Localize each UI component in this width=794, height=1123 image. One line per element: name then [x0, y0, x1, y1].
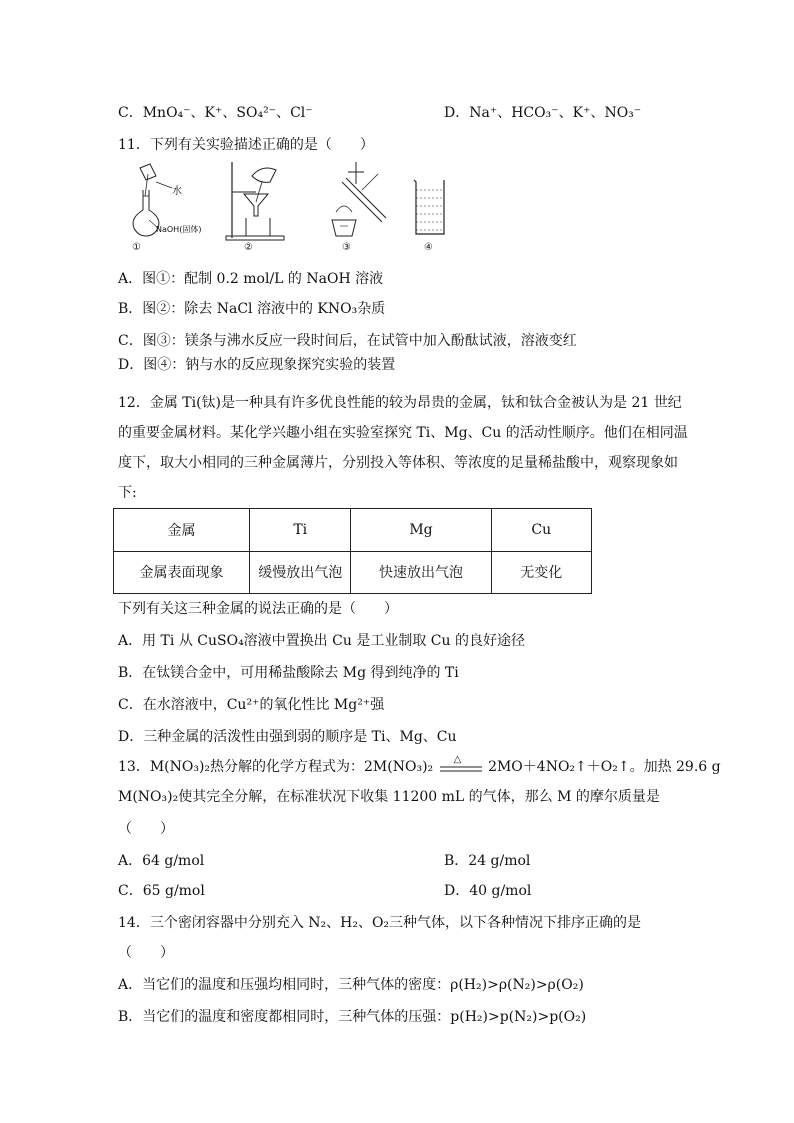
heat-arrow — [438, 754, 484, 776]
q14-option-b: B．当它们的温度和密度都相同时，三种气体的压强：p(H₂)>p(N₂)>p(O₂) — [118, 1009, 587, 1025]
q12-line-2: 的重要金属材料。某化学兴趣小组在实验室探究 Ti、Mg、Cu 的活动性顺序。他们在相同温 — [118, 425, 688, 441]
naoh-label: NaOH(固体) — [156, 225, 202, 234]
q14-blank: （ ） — [118, 945, 174, 961]
water-label: 水 — [172, 186, 182, 197]
q13-line-2: M(NO₃)₂使其完全分解，在标准状况下收集 11200 mL 的气体，那么 M 的摩尔质量是 — [118, 789, 660, 805]
heat-symbol: △ — [453, 754, 462, 765]
q13-equation-left: 13．M(NO₃)₂热分解的化学方程式为：2M(NO₃)₂ — [118, 759, 434, 775]
q13-option-a: A．64 g/mol — [118, 853, 205, 869]
table-cell: 金属表面现象 — [114, 551, 250, 594]
q12-option-d: D．三种金属的活泼性由强到弱的顺序是 Ti、Mg、Cu — [118, 729, 457, 745]
q10-option-d: D．Na⁺、HCO₃⁻、K⁺、NO₃⁻ — [444, 105, 642, 121]
q11-option-d: D．图④：钠与水的反应现象探究实验的装置 — [118, 357, 396, 373]
figure-4-label: ④ — [424, 242, 433, 253]
figure-1-label: ① — [132, 242, 141, 253]
table-row — [114, 551, 592, 594]
q12-option-c: C．在水溶液中，Cu²⁺的氧化性比 Mg²⁺强 — [118, 697, 385, 713]
q14-stem: 14．三个密闭容器中分别充入 N₂、H₂、O₂三种气体，以下各种情况下排序正确的是 — [118, 915, 642, 931]
figure-2-label: ② — [244, 242, 253, 253]
q13-blank: （ ） — [118, 821, 174, 837]
table-cell: Ti — [250, 509, 351, 552]
figure-1-volumetric-flask — [126, 160, 206, 253]
q11-figures — [126, 160, 456, 260]
table-cell: Mg — [351, 509, 491, 552]
q14-option-a: A．当它们的温度和压强均相同时，三种气体的密度：ρ(H₂)>ρ(N₂)>ρ(O₂) — [118, 977, 584, 993]
q12-question: 下列有关这三种金属的说法正确的是（ ） — [118, 601, 398, 617]
q13-option-c: C．65 g/mol — [118, 883, 205, 899]
q12-line-1: 12．金属 Ti(钛)是一种具有许多优良性能的较为昂贵的金属，钛和钛合金被认为是 21 世纪 — [118, 395, 682, 411]
figure-3-label: ③ — [342, 242, 351, 253]
q12-option-b: B．在钛镁合金中，可用稀盐酸除去 Mg 得到纯净的 Ti — [118, 665, 459, 681]
table-cell: Cu — [491, 509, 591, 552]
q11-option-c: C．图③：镁条与沸水反应一段时间后，在试管中加入酚酞试液，溶液变红 — [118, 333, 577, 349]
q13-option-b: B．24 g/mol — [444, 853, 531, 869]
q11-option-a: A．图①：配制 0.2 mol/L 的 NaOH 溶液 — [118, 271, 384, 287]
q13-line-1 — [118, 754, 721, 776]
q12-option-a: A．用 Ti 从 CuSO₄溶液中置换出 Cu 是工业制取 Cu 的良好途径 — [118, 633, 525, 649]
q10-option-c: C．MnO₄⁻、K⁺、SO₄²⁻、Cl⁻ — [118, 105, 313, 121]
metal-observation-table — [113, 508, 592, 594]
q13-option-d: D．40 g/mol — [444, 883, 532, 899]
table-cell: 无变化 — [491, 551, 591, 594]
table-cell: 缓慢放出气泡 — [250, 551, 351, 594]
figure-4-beaker — [412, 160, 448, 253]
q13-equation-right: 2MO＋4NO₂↑＋O₂↑。加热 29.6 g — [488, 759, 721, 775]
q11-option-b: B．图②：除去 NaCl 溶液中的 KNO₃杂质 — [118, 301, 386, 317]
q12-line-4: 下: — [118, 485, 137, 501]
table-header-row — [114, 509, 592, 552]
table-cell: 快速放出气泡 — [351, 551, 491, 594]
q11-stem: 11．下列有关实验描述正确的是（ ） — [118, 137, 374, 153]
figure-2-filtration — [222, 160, 292, 253]
q12-line-3: 度下，取大小相同的三种金属薄片，分别投入等体积、等浓度的足量稀盐酸中，观察现象如 — [118, 455, 678, 471]
figure-3-heated-tube — [322, 160, 392, 253]
table-cell: 金属 — [114, 509, 250, 552]
